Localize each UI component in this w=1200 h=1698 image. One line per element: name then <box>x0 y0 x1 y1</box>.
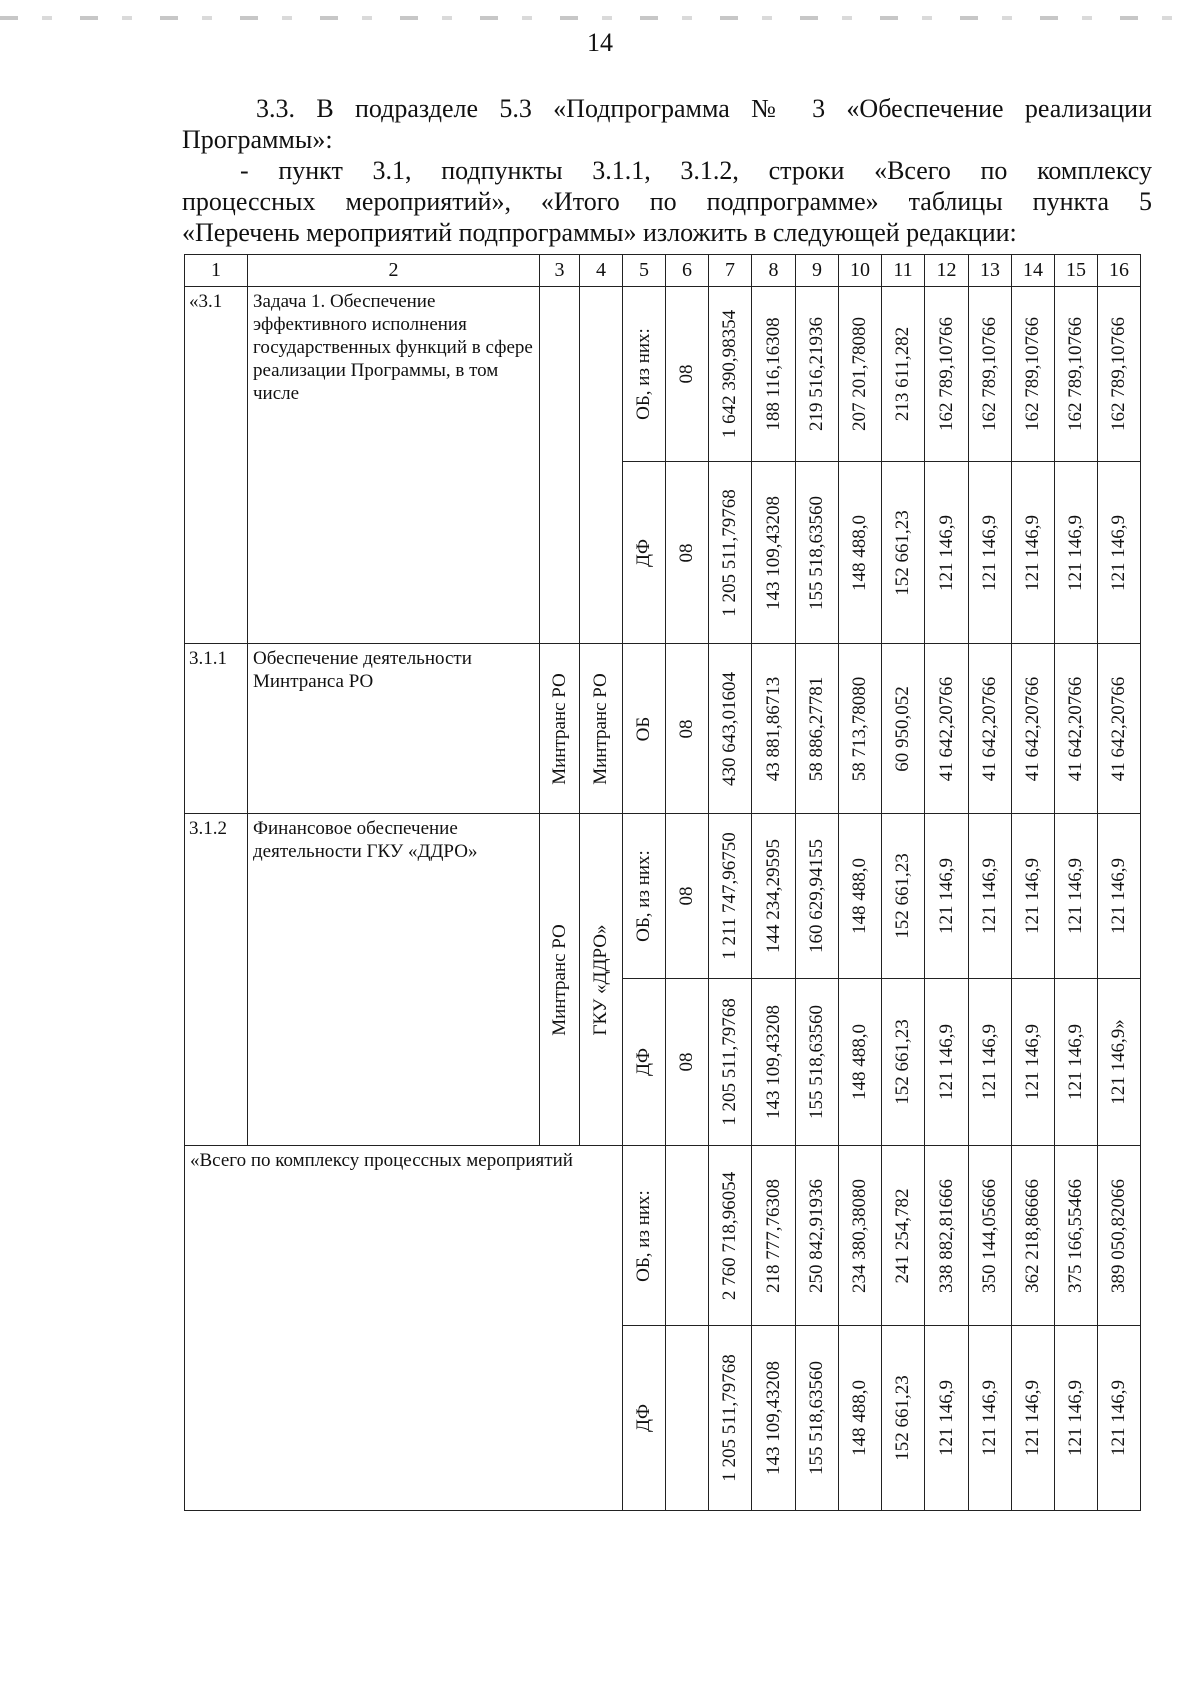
value-cell: 41 642,20766 <box>1055 644 1098 814</box>
source-cell: ОБ, из них: <box>623 287 666 462</box>
value-cell: 121 146,9 <box>1055 462 1098 644</box>
source-cell: ОБ, из них: <box>623 814 666 979</box>
value-cell: 143 109,43208 <box>752 979 796 1146</box>
value-cell: 121 146,9 <box>969 979 1012 1146</box>
value-cell: 143 109,43208 <box>752 462 796 644</box>
value-cell: 58 713,78080 <box>839 644 882 814</box>
intro-line-4: процессных мероприятий», «Итого по подпрограмме» таблицы пункта 5 <box>182 187 1152 216</box>
intro-line-3: - пункт 3.1, подпункты 3.1.1, 3.1.2, строки «Всего по комплексу <box>240 156 1152 185</box>
intro-line-2: Программы»: <box>182 125 333 154</box>
header-cell: 13 <box>969 255 1012 287</box>
value-cell: 152 661,23 <box>882 979 925 1146</box>
value-cell: 162 789,10766 <box>1012 287 1055 462</box>
value-cell: 121 146,9 <box>1098 462 1141 644</box>
value-cell: 234 380,38080 <box>839 1146 882 1326</box>
value-cell: 350 144,05666 <box>969 1146 1012 1326</box>
header-cell: 12 <box>925 255 969 287</box>
value-cell: 160 629,94155 <box>796 814 839 979</box>
code-cell: 08 <box>666 462 709 644</box>
executor-cell <box>540 287 580 644</box>
scan-edge-artifact <box>0 16 1200 20</box>
value-cell: 148 488,0 <box>839 814 882 979</box>
executor-cell: Минтранс РО <box>540 644 580 814</box>
value-cell: 250 842,91936 <box>796 1146 839 1326</box>
header-cell: 4 <box>580 255 623 287</box>
row-name: Обеспечение деятельности Минтранса РО <box>248 644 540 814</box>
header-cell: 16 <box>1098 255 1141 287</box>
header-cell: 11 <box>882 255 925 287</box>
value-cell: 41 642,20766 <box>969 644 1012 814</box>
value-cell: 60 950,052 <box>882 644 925 814</box>
value-cell: 1 205 511,79768 <box>709 979 752 1146</box>
measures-table <box>184 254 1141 1511</box>
value-cell: 1 642 390,98354 <box>709 287 752 462</box>
value-cell: 43 881,86713 <box>752 644 796 814</box>
value-cell: 338 882,81666 <box>925 1146 969 1326</box>
value-cell: 219 516,21936 <box>796 287 839 462</box>
value-cell: 155 518,63560 <box>796 1326 839 1511</box>
value-cell: 162 789,10766 <box>1055 287 1098 462</box>
value-cell: 162 789,10766 <box>925 287 969 462</box>
table-row <box>185 814 1141 979</box>
value-cell: 1 211 747,96750 <box>709 814 752 979</box>
source-cell: ОБ <box>623 644 666 814</box>
value-cell: 121 146,9 <box>1098 1326 1141 1511</box>
value-cell: 207 201,78080 <box>839 287 882 462</box>
code-cell <box>666 1146 709 1326</box>
value-cell: 121 146,9 <box>1012 1326 1055 1511</box>
intro-line-1: 3.3. В подразделе 5.3 «Подпрограмма № 3 «Обеспечение реализации <box>256 94 1152 123</box>
header-cell: 9 <box>796 255 839 287</box>
header-cell: 6 <box>666 255 709 287</box>
value-cell: 362 218,86666 <box>1012 1146 1055 1326</box>
value-cell: 121 146,9 <box>925 979 969 1146</box>
value-cell: 41 642,20766 <box>925 644 969 814</box>
value-cell: 148 488,0 <box>839 1326 882 1511</box>
value-cell: 1 205 511,79768 <box>709 1326 752 1511</box>
page-number: 14 <box>587 28 613 57</box>
code-cell: 08 <box>666 644 709 814</box>
value-cell: 152 661,23 <box>882 814 925 979</box>
row-code: 3.1.1 <box>185 644 248 814</box>
value-cell: 121 146,9 <box>1055 1326 1098 1511</box>
value-cell: 155 518,63560 <box>796 462 839 644</box>
table-row <box>185 287 1141 462</box>
value-cell: 155 518,63560 <box>796 979 839 1146</box>
value-cell: 389 050,82066 <box>1098 1146 1141 1326</box>
row-code: «3.1 <box>185 287 248 644</box>
table-row <box>185 644 1141 814</box>
table-header-row <box>185 255 1141 287</box>
code-cell: 08 <box>666 814 709 979</box>
value-cell: 121 146,9» <box>1098 979 1141 1146</box>
code-cell <box>666 1326 709 1511</box>
value-cell: 121 146,9 <box>1012 979 1055 1146</box>
value-cell: 121 146,9 <box>1012 814 1055 979</box>
value-cell: 430 643,01604 <box>709 644 752 814</box>
value-cell: 148 488,0 <box>839 462 882 644</box>
participant-cell: Минтранс РО <box>580 644 623 814</box>
value-cell: 121 146,9 <box>969 1326 1012 1511</box>
header-cell: 7 <box>709 255 752 287</box>
intro-line-5: «Перечень мероприятий подпрограммы» изложить в следующей редакции: <box>182 218 1017 247</box>
code-cell: 08 <box>666 979 709 1146</box>
value-cell: 121 146,9 <box>1098 814 1141 979</box>
value-cell: 121 146,9 <box>1055 814 1098 979</box>
code-cell: 08 <box>666 287 709 462</box>
executor-cell: Минтранс РО <box>540 814 580 1146</box>
header-cell: 8 <box>752 255 796 287</box>
value-cell: 121 146,9 <box>1012 462 1055 644</box>
total-row-name: «Всего по комплексу процессных мероприятий <box>185 1146 623 1511</box>
header-cell: 10 <box>839 255 882 287</box>
value-cell: 188 116,16308 <box>752 287 796 462</box>
value-cell: 144 234,29595 <box>752 814 796 979</box>
value-cell: 2 760 718,96054 <box>709 1146 752 1326</box>
header-cell: 2 <box>248 255 540 287</box>
value-cell: 162 789,10766 <box>1098 287 1141 462</box>
value-cell: 152 661,23 <box>882 1326 925 1511</box>
row-name: Задача 1. Обеспечение эффективного исполнения государственных функций в сфере реализации Программы, в том числе <box>248 287 540 644</box>
value-cell: 1 205 511,79768 <box>709 462 752 644</box>
value-cell: 58 886,27781 <box>796 644 839 814</box>
value-cell: 121 146,9 <box>925 1326 969 1511</box>
value-cell: 121 146,9 <box>969 814 1012 979</box>
source-cell: ДФ <box>623 979 666 1146</box>
table-row-total <box>185 1146 1141 1326</box>
value-cell: 148 488,0 <box>839 979 882 1146</box>
value-cell: 375 166,55466 <box>1055 1146 1098 1326</box>
value-cell: 41 642,20766 <box>1012 644 1055 814</box>
value-cell: 162 789,10766 <box>969 287 1012 462</box>
source-cell: ДФ <box>623 1326 666 1511</box>
source-cell: ДФ <box>623 462 666 644</box>
row-code: 3.1.2 <box>185 814 248 1146</box>
value-cell: 121 146,9 <box>969 462 1012 644</box>
value-cell: 41 642,20766 <box>1098 644 1141 814</box>
header-cell: 14 <box>1012 255 1055 287</box>
value-cell: 121 146,9 <box>1055 979 1098 1146</box>
header-cell: 5 <box>623 255 666 287</box>
value-cell: 213 611,282 <box>882 287 925 462</box>
value-cell: 121 146,9 <box>925 814 969 979</box>
header-cell: 15 <box>1055 255 1098 287</box>
value-cell: 121 146,9 <box>925 462 969 644</box>
participant-cell <box>580 287 623 644</box>
header-cell: 3 <box>540 255 580 287</box>
value-cell: 218 777,76308 <box>752 1146 796 1326</box>
row-name: Финансовое обеспечение деятельности ГКУ «ДДРО» <box>248 814 540 1146</box>
source-cell: ОБ, из них: <box>623 1146 666 1326</box>
value-cell: 152 661,23 <box>882 462 925 644</box>
value-cell: 143 109,43208 <box>752 1326 796 1511</box>
header-cell: 1 <box>185 255 248 287</box>
participant-cell: ГКУ «ДДРО» <box>580 814 623 1146</box>
value-cell: 241 254,782 <box>882 1146 925 1326</box>
